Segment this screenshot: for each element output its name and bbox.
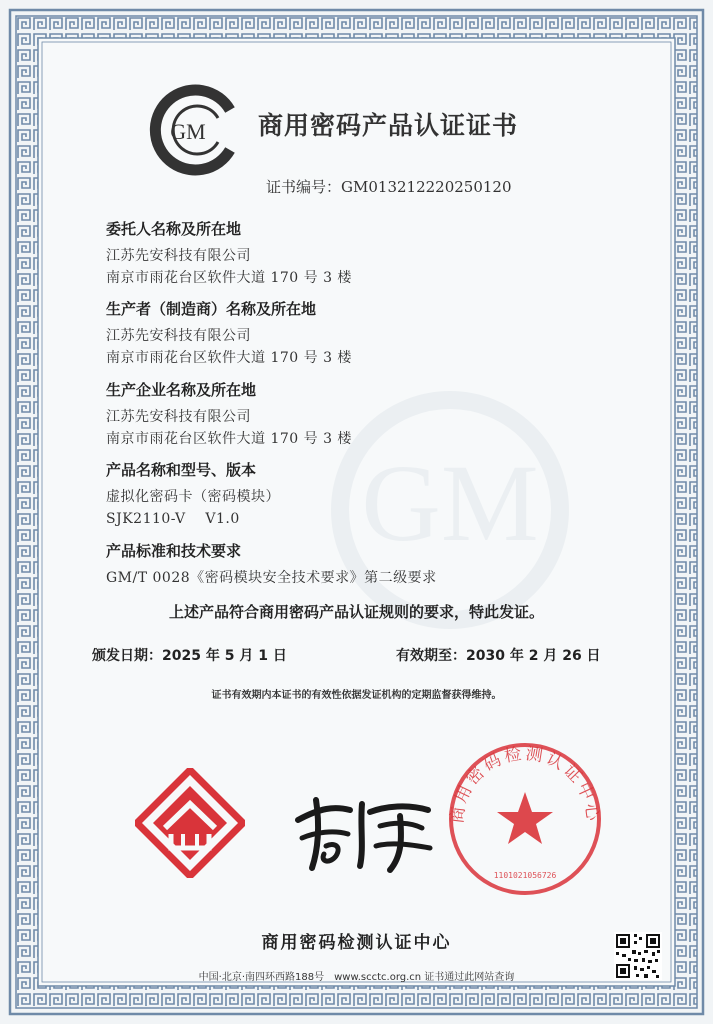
section-text-client <box>106 245 352 289</box>
factory-name: 江苏先安科技有限公司 <box>106 409 251 425</box>
product-model-version: SJK2110-V V1.0 <box>106 511 240 527</box>
valid-until-value: 2030 年 2 月 26 日 <box>466 648 601 664</box>
section-text-manufacturer <box>106 325 352 369</box>
section-heading-factory: 生产企业名称及所在地 <box>106 381 257 399</box>
gm-logo-icon <box>148 80 248 180</box>
footer-address: 中国·北京·南四环西路188号 www.scctc.org.cn 证书通过此网站查询 <box>198 972 515 983</box>
product-standard: GM/T 0028《密码模块安全技术要求》第二级要求 <box>106 570 437 586</box>
valid-until <box>396 645 601 665</box>
certification-emblem-icon <box>135 768 245 878</box>
client-name: 江苏先安科技有限公司 <box>106 248 251 264</box>
section-text-product <box>106 486 280 530</box>
product-name: 虚拟化密码卡（密码模块） <box>106 489 280 505</box>
svg-text:GM: GM <box>361 442 539 564</box>
certificate-number <box>266 176 512 197</box>
official-seal-icon <box>446 740 604 898</box>
factory-address: 南京市雨花台区软件大道 170 号 3 楼 <box>106 431 352 447</box>
cert-no-value: GM013212220250120 <box>341 178 512 196</box>
client-address: 南京市雨花台区软件大道 170 号 3 楼 <box>106 270 352 286</box>
validity-note: 证书有效期内本证书的有效性依据发证机构的定期监督获得维持。 <box>211 690 502 701</box>
cert-no-label: 证书编号： <box>266 178 342 196</box>
issue-date-value: 2025 年 5 月 1 日 <box>162 648 287 664</box>
section-heading-standard: 产品标准和技术要求 <box>106 542 242 560</box>
issuing-authority: 商用密码检测认证中心 <box>261 933 452 953</box>
section-heading-client: 委托人名称及所在地 <box>106 220 242 238</box>
seal-number: 1101021056726 <box>493 871 557 880</box>
qr-code-icon[interactable] <box>614 932 662 980</box>
section-text-factory <box>106 406 352 450</box>
manufacturer-address: 南京市雨花台区软件大道 170 号 3 楼 <box>106 350 352 366</box>
signature-icon <box>290 786 440 876</box>
logo-text: GM <box>170 119 206 144</box>
issue-date <box>92 645 287 665</box>
seal-ring-text: 商用密码检测认证中心 <box>447 743 603 825</box>
conformity-statement: 上述产品符合商用密码产品认证规则的要求，特此发证。 <box>168 603 544 621</box>
section-heading-product: 产品名称和型号、版本 <box>106 461 257 479</box>
certificate-title: 商用密码产品认证证书 <box>258 111 519 140</box>
manufacturer-name: 江苏先安科技有限公司 <box>106 328 251 344</box>
valid-until-label: 有效期至： <box>396 648 466 664</box>
issue-date-label: 颁发日期： <box>92 648 162 664</box>
section-heading-manufacturer: 生产者（制造商）名称及所在地 <box>106 300 317 318</box>
section-text-standard <box>106 567 437 589</box>
